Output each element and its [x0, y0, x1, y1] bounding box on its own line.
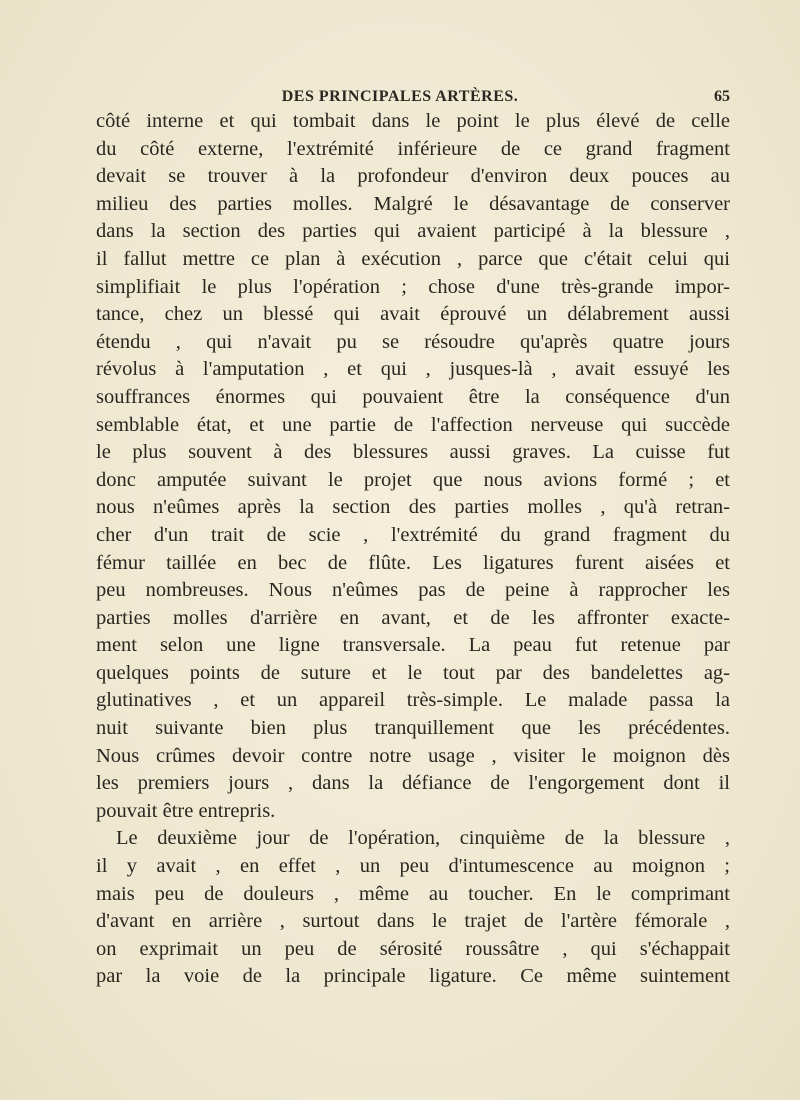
- text-line: peu nombreuses. Nous n'eûmes pas de peine à rapprocher les: [96, 579, 730, 602]
- text-line: côté interne et qui tombait dans le point le plus élevé de celle: [96, 110, 730, 132]
- text-line: il y avait , en effet , un peu d'intumescence au moignon ;: [96, 855, 730, 878]
- text-line: simplifiait le plus l'opération ; chose d'une très-grande impor-: [96, 275, 730, 298]
- text-line: devait se trouver à la profondeur d'environ deux pouces au: [96, 165, 730, 188]
- text-line: souffrances énormes qui pouvaient être la conséquence d'un: [96, 385, 730, 408]
- text-line: révolus à l'amputation , et qui , jusques-là , avait essuyé les: [96, 358, 730, 381]
- text-line: étendu , qui n'avait pu se résoudre qu'après quatre jours: [96, 330, 730, 353]
- text-line: par la voie de la principale ligature. Ce même suintement: [96, 965, 730, 988]
- text-line: fémur taillée en bec de flûte. Les ligatures furent aisées et: [96, 551, 730, 574]
- text-line: du côté externe, l'extrémité inférieure de ce grand fragment: [96, 137, 730, 160]
- body-text: [96, 108, 730, 991]
- text-line: tance, chez un blessé qui avait éprouvé un délabrement aussi: [96, 303, 730, 326]
- text-line: d'avant en arrière , surtout dans le trajet de l'artère fémorale ,: [96, 910, 730, 933]
- paragraph-start-line: Le deuxième jour de l'opération, cinquième de la blessure ,: [116, 827, 730, 850]
- text-line: glutinatives , et un appareil très-simple. Le malade passa la: [96, 689, 730, 712]
- text-line: milieu des parties molles. Malgré le désavantage de conserver: [96, 192, 730, 215]
- text-line: les premiers jours , dans la défiance de l'engorgement dont il: [96, 772, 730, 795]
- text-line: cher d'un trait de scie , l'extrémité du grand fragment du: [96, 523, 730, 546]
- text-line: il fallut mettre ce plan à exécution , parce que c'était celui qui: [96, 247, 730, 270]
- text-line: nuit suivante bien plus tranquillement que les précédentes.: [96, 717, 730, 740]
- text-line: on exprimait un peu de sérosité roussâtre , qui s'échappait: [96, 937, 730, 960]
- text-line: quelques points de suture et le tout par des bandelettes ag-: [96, 661, 730, 684]
- text-line: le plus souvent à des blessures aussi graves. La cuisse fut: [96, 441, 730, 464]
- text-line: donc amputée suivant le projet que nous avions formé ; et: [96, 468, 730, 491]
- text-line: ment selon une ligne transversale. La peau fut retenue par: [96, 634, 730, 657]
- text-line: mais peu de douleurs , même au toucher. En le comprimant: [96, 882, 730, 905]
- text-line: dans la section des parties qui avaient participé à la blessure ,: [96, 220, 730, 243]
- text-line: semblable état, et une partie de l'affection nerveuse qui succède: [96, 413, 730, 436]
- page-number: 65: [714, 88, 730, 105]
- text-line: Nous crûmes devoir contre notre usage , visiter le moignon dès: [96, 744, 730, 767]
- text-line: parties molles d'arrière en avant, et de les affronter exacte-: [96, 606, 730, 629]
- text-line: nous n'eûmes après la section des parties molles , qu'à retran-: [96, 496, 730, 519]
- paragraph-end-line: pouvait être entrepris.: [96, 799, 276, 822]
- running-title: DES PRINCIPALES ARTÈRES.: [281, 88, 519, 105]
